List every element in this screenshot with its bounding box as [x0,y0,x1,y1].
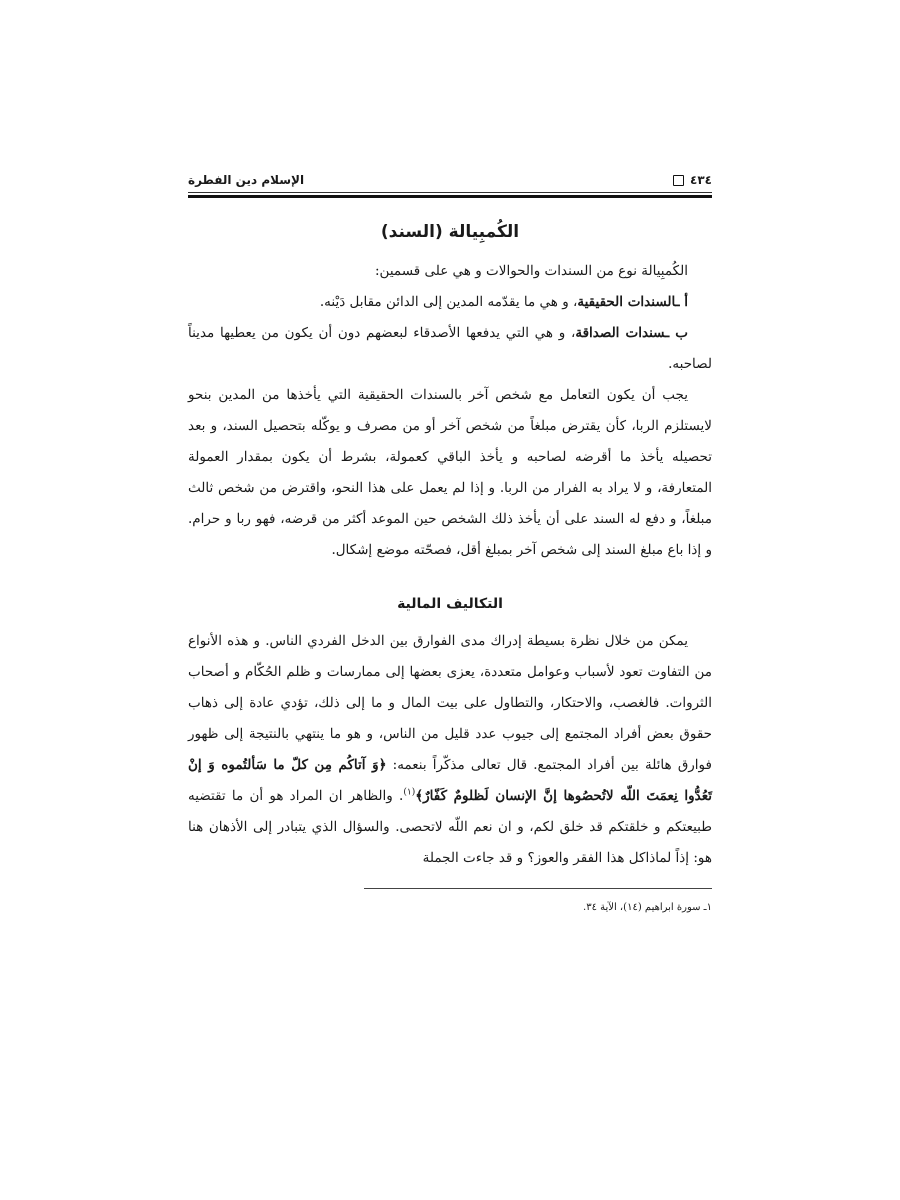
page-number: ٤٣٤ [690,173,712,187]
quran-verse: ﴿وَ آتاكُم مِن كلّ ما سَألتُموه وَ إنْ تَعُدُّوا نِعمَتَ اللّه لاتُحصُوها إنَّ الإنسان لَظلومٌ كَفّارٌ﴾ [188,757,713,804]
item-text: ، و هي ما يقدّمه المدين إلى الدائن مقابل دَيْنه. [319,294,578,310]
paragraph-text: . والظاهر ان المراد هو أن ما تقتضيه طبيعتكم و خلقتكم قد خلق لكم، و ان نعم اللّه لاتحصى. والسؤال الذي يتبادر إلى الأذهان هنا هو: إذاً لماذاكل هذا الفقر والعوز؟ و قد جاءت الجملة [188,788,712,866]
paragraph-text: يمكن من خلال نظرة بسيطة إدراك مدى الفوارق بين الدخل الفردي الناس. و هذه الأنواع من التفاوت تعود لأسباب وعوامل متعددة، يعزى بعضها إلى ممارسات و ظلم الحُكّام و أصحاب الثروات. فالغصب، والاحتكار، والتطاول على بيت المال و ما إلى ذلك، تؤدي عادة إلى ذهاب حقوق بعض أفراد المجتمع إلى جيوب عدد قليل من الناس، و هو ما ينتهي بالنتيجة إلى ظهور فوارق هائلة بين أفراد المجتمع. قال تعالى مذكّراً بنعمه: [188,633,712,773]
section-title-promissory-note: الكُمبِيالة (السند) [380,222,520,242]
body-paragraph-with-verse [188,626,712,874]
page-number-group [673,173,712,187]
body-paragraph: يجب أن يكون التعامل مع شخص آخر بالسندات الحقيقية التي يأخذها من المدين بنحو لايستلزم الربا، كأن يقترض مبلغاً من شخص آخر أو من مصرف و يوكّله بتحصيل السند، و بعد تحصيله يأخذ ما أقرضه لصاحبه و يأخذ الباقي كعمولة، بشرط أن يكون بمقدار العمولة المتعارفة، و لا يراد به الفرار من الربا. و إذا لم يعمل على هذا النحو، واقترض من شخص ثالث مبلغاً، و دفع له السند على أن يأخذ ذلك الشخص حين الموعد أكثر من قرضه، فهو ربا و حرام. و إذا باع مبلغ السند إلى شخص آخر بمبلغ أقل، فصحّته موضع إشكال. [188,387,712,558]
section-title-financial-obligations: التكاليف المالية [397,596,503,612]
square-box-icon [673,175,684,186]
item-prefix: ب ـ [665,325,688,341]
running-header [188,170,712,192]
item-term: السندات الحقيقية [577,294,676,310]
item-text: ، و هي التي يدفعها الأصدقاء لبعضهم دون أن يكون من يعطيها مديناً لصاحبه. [188,325,712,372]
footnote: ١ـ سورة ابراهيم (١٤)، الآية ٣٤. [583,902,712,913]
item-prefix: أ ـ [675,294,688,310]
list-item-friendship-bonds [188,318,712,380]
footnote-rule [364,888,712,889]
header-rule-thick [188,195,712,198]
document-page [188,170,712,917]
item-term: سندات الصداقة [575,325,666,341]
book-title: الإسلام دين الفطرة [188,173,305,187]
list-item-real-bonds [188,287,712,318]
intro-paragraph: الكُمبِيالة نوع من السندات والحوالات و هي على قسمين: [375,263,688,279]
header-rule-thin [188,192,712,193]
footnote-reference[interactable]: (١) [403,787,416,798]
